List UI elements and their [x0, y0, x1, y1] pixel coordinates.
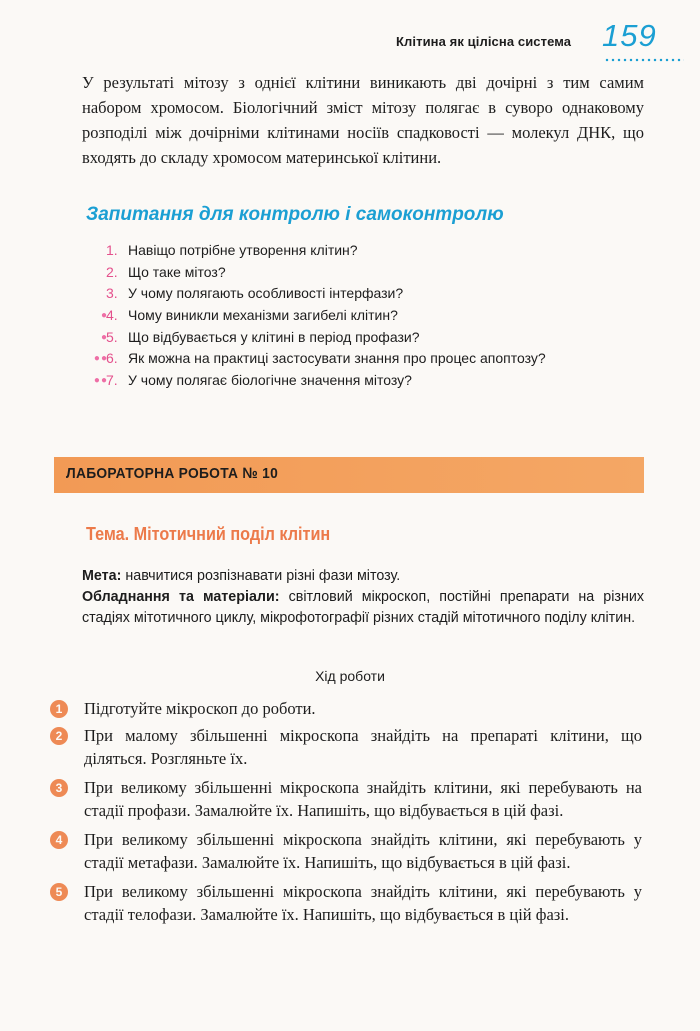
question-item [60, 370, 660, 392]
step-number-badge: 5 [50, 883, 68, 901]
procedure-step [50, 724, 650, 771]
question-number: 4. [106, 307, 118, 324]
page-header [380, 18, 690, 68]
question-item [60, 262, 660, 284]
procedure-heading [0, 668, 700, 684]
step-text: При великому збільшенні мікроскопа знайдіть клітини, які перебувають на стадії профази. Замалюйте їх. Напишіть, що відбувається в цій фазі. [84, 777, 642, 820]
goal-text: навчитися розпізнавати різні фази мітозу. [121, 568, 401, 584]
step-number-badge: 2 [50, 727, 68, 745]
questions-heading: Запитання для контролю і самоконтролю [86, 204, 504, 225]
step-number-badge: 1 [50, 700, 68, 718]
question-item [60, 327, 660, 349]
page-number: 159 [602, 18, 657, 53]
question-text: У чому полягають особливості інтерфази? [128, 285, 404, 302]
procedure-step [50, 697, 650, 721]
question-item [60, 283, 660, 305]
running-title: Клітина як цілісна система [396, 34, 572, 49]
question-number: 2. [106, 263, 118, 280]
step-text: При малому збільшенні мікроскопа знайдіть на препараті клітини, що діляться. Розгляньте їх. [84, 725, 642, 768]
question-text: Навіщо потрібне утворення клітин? [128, 242, 358, 258]
question-text: Що відбувається у клітині в період профази? [128, 328, 420, 345]
procedure-step [50, 828, 650, 875]
procedure-heading-text: Хід роботи [315, 668, 385, 684]
lab-goal [82, 566, 644, 587]
equipment-text: світловий мікроскоп, постійні препарати на різних стадіях мітотичного циклу, мікрофотографії різних стадій мітотичного поділу клітин. [82, 589, 644, 626]
question-number: 5. [106, 328, 118, 345]
goal-label: Мета: [82, 568, 122, 584]
question-item [60, 348, 660, 370]
difficulty-dots: ●● [93, 375, 108, 387]
question-number: 6. [106, 350, 118, 367]
intro-paragraph: У результаті мітозу з однієї клітини виникають дві дочірні з тим самим набором хромосом. Біологічний зміст мітозу полягає в суворо однаковому розподілі між дочірніми клітинами носіїв спадковості — молекул ДНК, що входять до складу хромосом материнської клітини. [82, 73, 644, 167]
question-item [60, 240, 660, 262]
step-text: При великому збільшенні мікроскопа знайдіть клітини, які перебувають у стадії метафази. Замалюйте їх. Напишіть, що відбувається в цій фазі. [84, 829, 642, 872]
step-text: Підготуйте мікроскоп до роботи. [84, 699, 316, 718]
lab-topic: Тема. Мітотичний поділ клітин [86, 524, 331, 544]
lab-title-band [54, 457, 644, 493]
procedure-steps [50, 697, 650, 927]
question-number: 1. [106, 242, 118, 258]
questions-list [60, 240, 660, 392]
question-text: Що таке мітоз? [128, 263, 226, 280]
question-text: Як можна на практиці застосувати знання про процес апоптозу? [128, 350, 546, 367]
lab-equipment [82, 587, 644, 629]
step-text: При великому збільшенні мікроскопа знайдіть клітини, які перебувають у стадії телофази. Замалюйте їх. Напишіть, що відбувається в цій фазі. [84, 881, 642, 924]
step-number-badge: 4 [50, 831, 68, 849]
question-number: 3. [106, 285, 118, 302]
question-item [60, 305, 660, 327]
lab-goal-block [82, 566, 644, 629]
difficulty-dots: ● [100, 310, 108, 322]
difficulty-dots: ●● [93, 353, 108, 365]
step-number-badge: 3 [50, 779, 68, 797]
header-dotted-rule [604, 58, 684, 62]
lab-title: ЛАБОРАТОРНА РОБОТА № 10 [66, 465, 279, 482]
procedure-step [50, 776, 650, 823]
question-number: 7. [106, 372, 118, 389]
question-text: Чому виникли механізми загибелі клітин? [128, 307, 398, 324]
question-text: У чому полягає біологічне значення мітозу? [128, 372, 412, 389]
difficulty-dots: ● [100, 331, 108, 343]
equipment-label: Обладнання та матеріали: [82, 589, 280, 605]
procedure-step [50, 880, 650, 927]
